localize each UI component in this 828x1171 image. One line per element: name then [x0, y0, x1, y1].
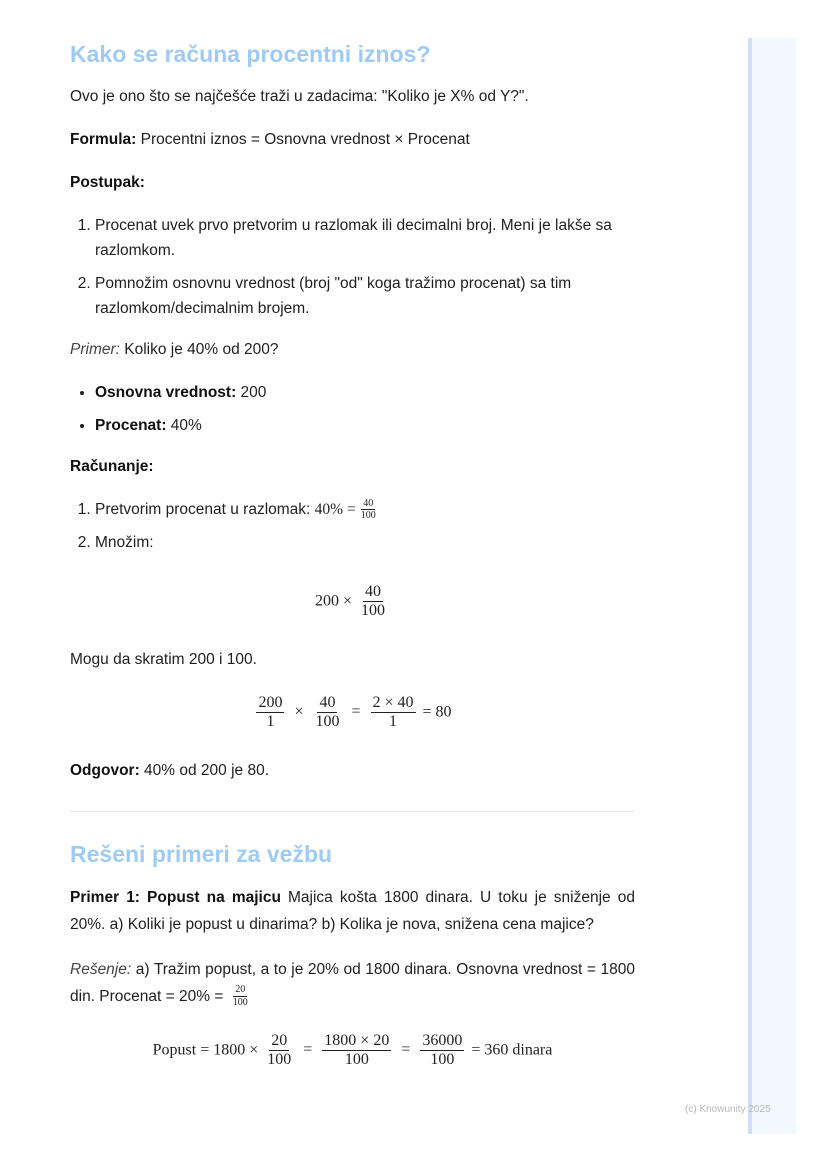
denominator: 100 [361, 602, 386, 620]
equation-text: Popust = 1800 × [152, 1041, 259, 1059]
racunanje-step: 2. Množim: [95, 530, 635, 555]
resenje-text: a) Tražim popust, a to je 20% od 1800 dinara. Osnovna vrednost = 1800 din. Procenat = 20% = [70, 960, 635, 1005]
numerator: 40 [363, 497, 374, 509]
racunanje-label: Računanje: [70, 458, 154, 475]
postupak-step: 2. Pomnožim osnovnu vrednost (broj "od" koga tražimo procenat) sa tim razlomkom/decimalnim brojem. [95, 271, 635, 321]
numerator: 36000 [420, 1032, 464, 1051]
equation-display-1 [70, 583, 635, 621]
denominator: 100 [360, 510, 376, 522]
equation-result: = 80 [422, 703, 452, 721]
numerator: 20 [269, 1032, 289, 1051]
equation-display-3 [70, 1032, 635, 1070]
operator: = [401, 1041, 411, 1059]
numerator: 40 [363, 583, 383, 602]
bullet-label: Osnovna vrednost: [95, 384, 237, 401]
answer-label: Odgovor: [70, 761, 140, 779]
denominator: 100 [344, 1050, 369, 1068]
fraction [256, 694, 284, 732]
skratim-paragraph: Mogu da skratim 200 i 100. [70, 650, 257, 668]
equation-display-2 [70, 694, 635, 732]
step-text: Pretvorim procenat u razlomak: [95, 501, 315, 518]
postupak-heading [70, 170, 635, 195]
formula-text: Procentni iznos = Osnovna vrednost × Procenat [136, 131, 470, 148]
answer-paragraph [70, 758, 635, 783]
numerator: 2 × 40 [371, 694, 416, 713]
fraction [322, 1032, 391, 1070]
side-panel [748, 38, 796, 1134]
fraction [231, 984, 250, 1008]
example-label: Primer: [70, 341, 120, 358]
racunanje-steps [70, 497, 635, 555]
racunanje-heading [70, 454, 635, 479]
denominator: 1 [389, 713, 398, 731]
example-paragraph [70, 337, 635, 362]
operator: = [303, 1041, 313, 1059]
section-divider [70, 811, 635, 812]
example-bullets [70, 380, 635, 438]
primer1-text: Majica košta 1800 dinara. U toku je sniženje od 20%. a) Koliki je popust u dinarima? b) Kolika je nova, snižena cena majice? [70, 888, 635, 933]
intro-paragraph: Ovo je ono što se najčešće traži u zadacima: "Koliko je X% od Y?". [70, 88, 529, 105]
fraction [359, 498, 378, 522]
bullet-value: 40% [166, 417, 202, 434]
postupak-steps [70, 213, 635, 321]
formula-paragraph [70, 127, 635, 152]
primer1-paragraph [70, 884, 635, 938]
racunanje-step [95, 497, 635, 522]
denominator: 100 [267, 1050, 292, 1068]
fraction [359, 583, 387, 621]
denominator: 100 [430, 1050, 455, 1068]
fraction [371, 694, 416, 732]
bullet-label: Procenat: [95, 417, 167, 434]
denominator: 1 [266, 713, 275, 731]
postupak-label: Postupak: [70, 174, 145, 191]
fraction [313, 694, 341, 732]
fraction [265, 1032, 293, 1070]
numerator: 40 [317, 694, 337, 713]
primer1-label: Primer 1: Popust na majicu [70, 888, 281, 906]
bullet-value: 200 [236, 384, 267, 401]
bullet-item [95, 380, 635, 405]
resenje-label: Rešenje: [70, 960, 132, 978]
answer-text: 40% od 200 je 80. [139, 761, 270, 779]
equation-result: = 360 dinara [471, 1041, 553, 1059]
fraction [420, 1032, 464, 1070]
operator: × [294, 703, 304, 721]
step-math: 40% = [314, 501, 356, 518]
denominator: 100 [232, 996, 248, 1008]
formula-label: Formula: [70, 131, 137, 148]
copyright-footer: (c) Knowunity 2025 [685, 1104, 771, 1115]
denominator: 100 [315, 713, 340, 731]
example-text: Koliko je 40% od 200? [119, 341, 279, 358]
numerator: 200 [256, 694, 284, 713]
resenje-paragraph [70, 956, 635, 1010]
numerator: 1800 × 20 [322, 1032, 391, 1051]
section-title-reseni-primeri: Rešeni primeri za vežbu [70, 840, 333, 867]
numerator: 20 [235, 984, 246, 996]
bullet-item [95, 413, 635, 438]
equation-text: 200 × [314, 592, 353, 610]
postupak-step: 1. Procenat uvek prvo pretvorim u razlomak ili decimalni broj. Meni je lakše sa razlomkom. [95, 213, 635, 263]
document-content [70, 38, 635, 1095]
section-title-procentni-iznos: Kako se računa procentni iznos? [70, 41, 431, 67]
operator: = [351, 703, 361, 721]
